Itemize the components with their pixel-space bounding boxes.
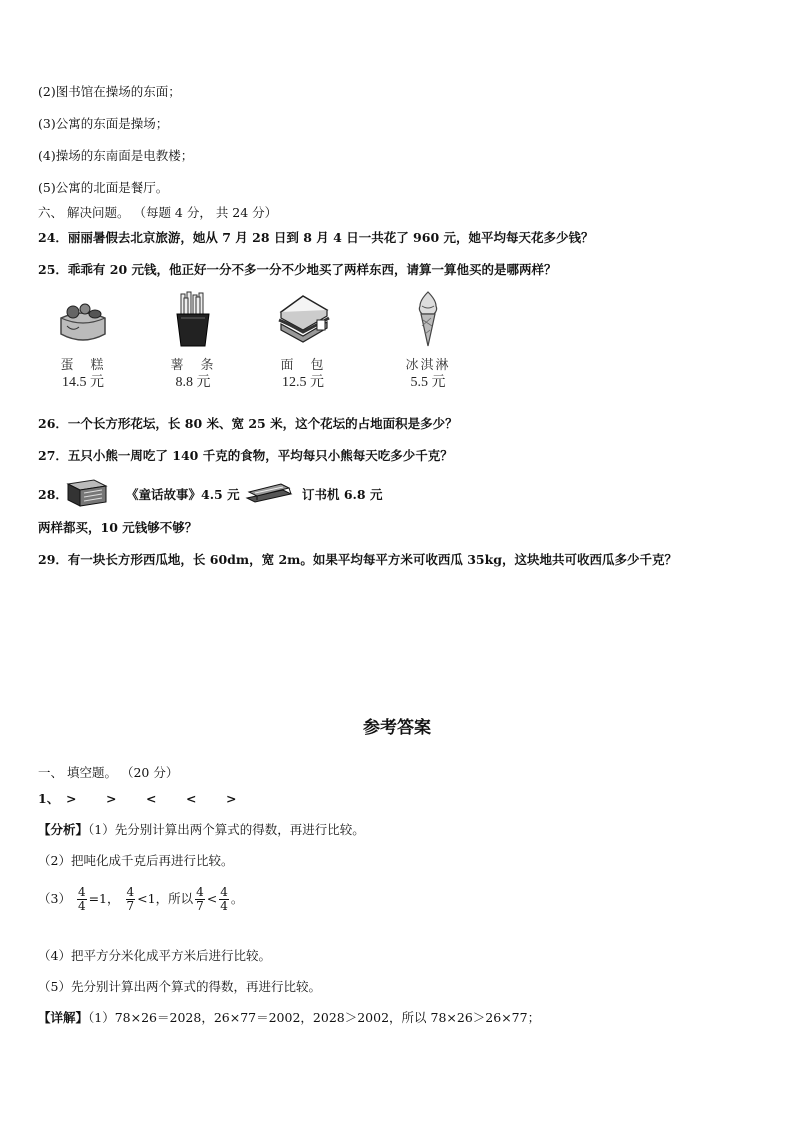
answer-1: [38, 791, 266, 807]
analysis-3-lt1: <1，所以: [137, 891, 194, 906]
item-name: 面 包: [280, 358, 326, 373]
answer-sign: <: [146, 791, 157, 806]
analysis-tag: 【分析】: [38, 822, 89, 837]
analysis-3-end: 。: [230, 891, 244, 906]
item-name: 冰淇淋: [405, 358, 451, 373]
statement-2: (2)图书馆在操场的东面；: [38, 84, 181, 99]
cake-icon: [53, 290, 113, 348]
fraction-four-fourths: [219, 886, 229, 913]
analysis-5: （5）先分别计算出两个算式的得数，再进行比较。: [38, 979, 321, 994]
detail-tag: 【详解】: [38, 1010, 89, 1025]
item-name: 蛋 糕: [60, 358, 106, 373]
ice-cream-icon: [398, 290, 458, 348]
analysis-3-lt: <: [206, 891, 218, 906]
fraction-numerator: 4: [220, 885, 228, 899]
answer-1-label: 1、: [38, 791, 60, 806]
analysis-3: [38, 886, 243, 913]
fraction-numerator: 4: [196, 885, 204, 899]
analysis-4: （4）把平方分米化成平方米后进行比较。: [38, 948, 271, 963]
item-ice-cream: [388, 290, 468, 391]
item-name: 薯 条: [170, 358, 216, 373]
analysis-1: [38, 822, 365, 838]
question-24: 24．丽丽暑假去北京旅游，她从 7 月 28 日到 8 月 4 日一共花了 960 元，她平均每天花多少钱？: [38, 230, 594, 245]
answer-sign: >: [226, 791, 237, 806]
statement-3: (3)公寓的东面是操场；: [38, 116, 169, 131]
shop-items: [48, 290, 488, 395]
section-6-heading: 六、 解决问题。 （每题 4 分， 共 24 分）: [38, 205, 278, 220]
fries-icon: [163, 290, 223, 348]
fraction-numerator: 4: [126, 885, 135, 899]
item-fries: [153, 290, 233, 391]
statement-4: (4)操场的东南面是电教楼；: [38, 148, 194, 163]
analysis-3-eq: =1，: [88, 891, 120, 906]
question-29: 29．有一块长方形西瓜地，长 60dm，宽 2m。如果平均每平方米可收西瓜 35kg，这块地共可收西瓜多少千克？: [38, 552, 678, 567]
question-28-number: 28．: [38, 487, 68, 502]
answer-sign: >: [106, 791, 117, 806]
analysis-2: （2）把吨化成千克后再进行比较。: [38, 853, 234, 868]
book-label: 《童话故事》4.5 元: [126, 487, 240, 502]
stapler-label: 订书机 6.8 元: [302, 487, 383, 502]
stapler-icon: [243, 480, 295, 506]
fraction-four-sevenths: [126, 886, 136, 913]
book-icon: [64, 478, 110, 508]
item-price: 8.8 元: [175, 375, 211, 390]
detail-text: （1）78×26＝2028，26×77＝2002，2028＞2002，所以 78×26＞26×77；: [88, 1010, 541, 1025]
item-price: 5.5 元: [410, 375, 446, 390]
bread-icon: [273, 290, 333, 348]
answer-sign: >: [66, 791, 77, 806]
detail-1: [38, 1010, 540, 1026]
item-price: 14.5 元: [62, 375, 104, 390]
fraction-denominator: 4: [220, 899, 228, 913]
answers-title: 参考答案: [363, 718, 431, 738]
question-26: 26．一个长方形花坛，长 80 米、宽 25 米，这个花坛的占地面积是多少？: [38, 416, 458, 431]
item-price: 12.5 元: [282, 375, 324, 390]
analysis-3-prefix: （3）: [38, 891, 71, 906]
question-25: 25．乖乖有 20 元钱，他正好一分不多一分不少地买了两样东西，请算一算他买的是哪两样？: [38, 262, 557, 277]
question-28-tail: 两样都买，10 元钱够不够？: [38, 520, 198, 535]
fraction-denominator: 4: [77, 899, 86, 913]
statement-5: (5)公寓的北面是餐厅。: [38, 180, 169, 195]
analysis-text: （1）先分别计算出两个算式的得数，再进行比较。: [88, 822, 365, 837]
fraction-four-sevenths: [195, 886, 205, 913]
fraction-four-fourths: [77, 886, 87, 913]
answers-section-1: 一、 填空题。 （20 分）: [38, 765, 179, 780]
fraction-numerator: 4: [77, 885, 86, 899]
answer-sign: <: [186, 791, 197, 806]
question-27: 27．五只小熊一周吃了 140 千克的食物，平均每只小熊每天吃多少千克？: [38, 448, 453, 463]
item-bread: [263, 290, 343, 391]
item-cake: [43, 290, 123, 391]
fraction-denominator: 7: [126, 899, 135, 913]
fraction-denominator: 7: [196, 899, 204, 913]
